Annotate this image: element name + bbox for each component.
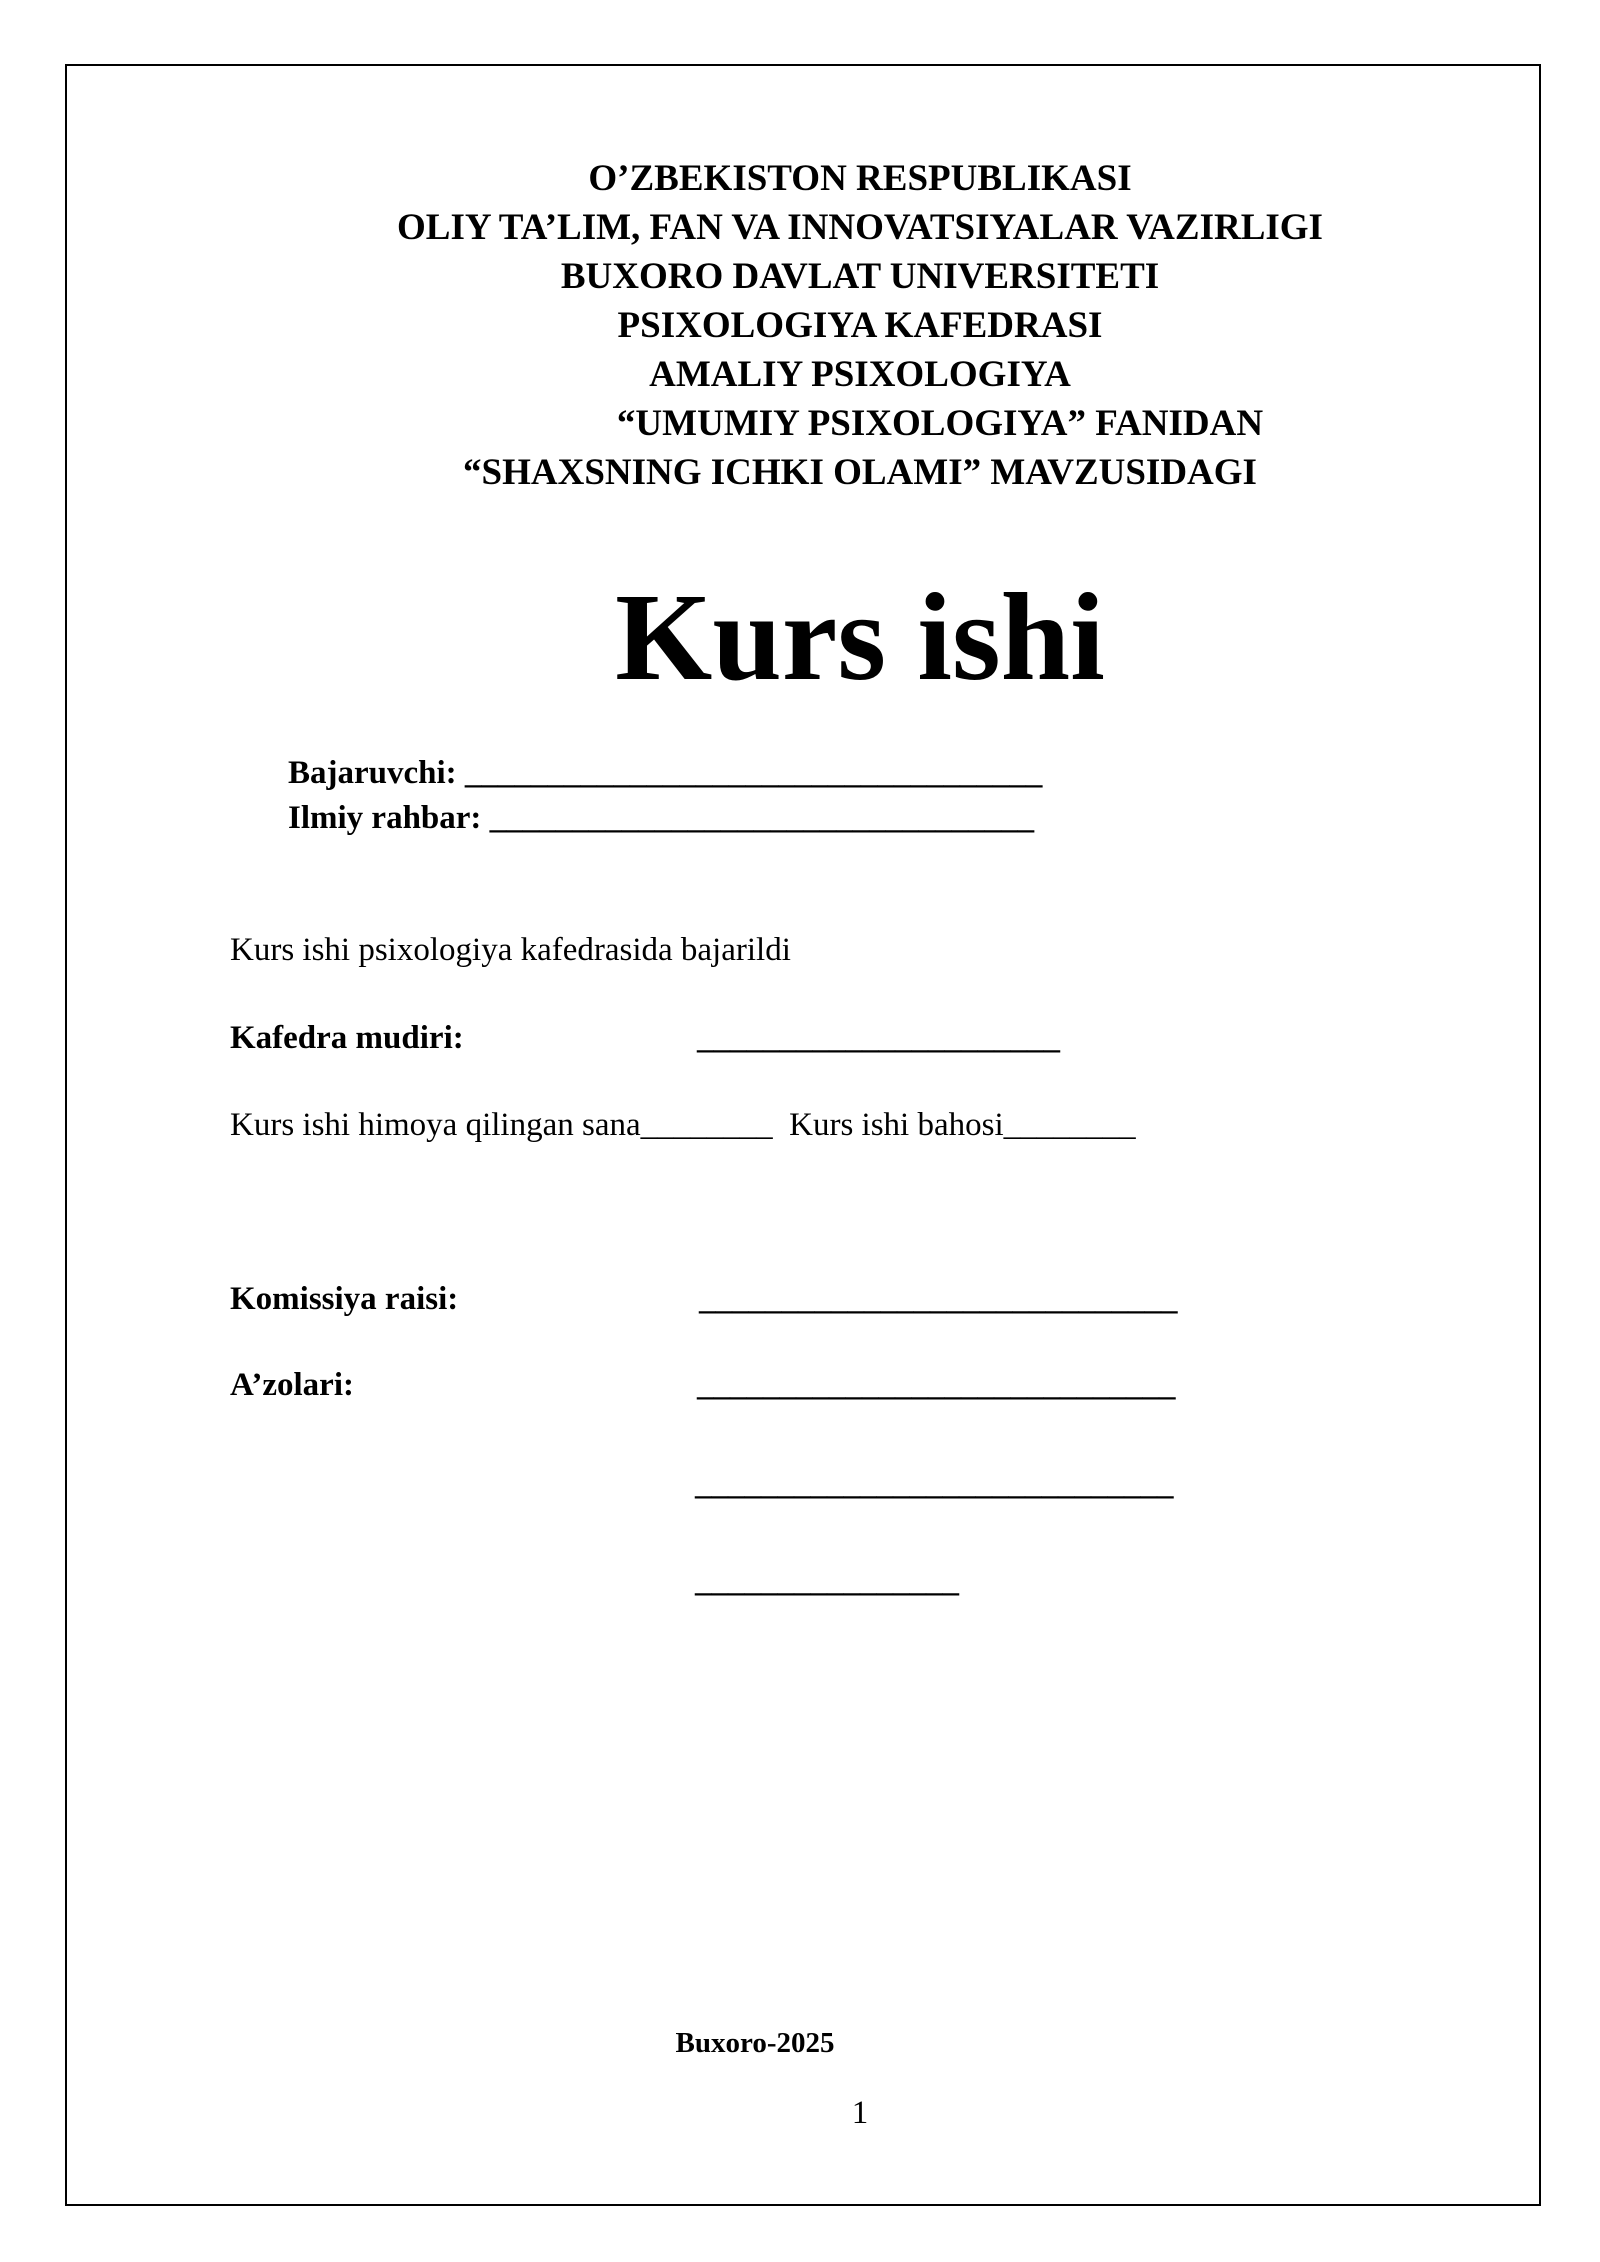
defense-date-blank: ________ <box>640 1107 773 1143</box>
supervisor-field <box>288 799 1034 837</box>
header-line-specialty: AMALIY PSIXOLOGIYA <box>649 354 1071 395</box>
defense-grade-label: Kurs ishi bahosi <box>789 1107 1004 1143</box>
department-head-blank: ______________________ <box>697 1020 1060 1056</box>
member-blank-1: _____________________________ <box>697 1367 1176 1403</box>
supervisor-blank: _________________________________ <box>489 800 1035 836</box>
page-number: 1 <box>851 2095 869 2131</box>
performer-field <box>288 754 1042 792</box>
commission-chair-label: Komissiya raisi: <box>230 1281 459 1317</box>
supervisor-label: Ilmiy rahbar: <box>288 800 482 836</box>
member-blank-3: ________________ <box>695 1563 959 1599</box>
city-year: Buxoro-2025 <box>675 2027 835 2059</box>
performer-label: Bajaruvchi: <box>288 755 457 791</box>
header-line-university: BUXORO DAVLAT UNIVERSITETI <box>560 256 1160 297</box>
header-line-department: PSIXOLOGIYA KAFEDRASI <box>617 305 1103 346</box>
completed-note: Kurs ishi psixologiya kafedrasida bajarildi <box>230 932 791 968</box>
department-head-label: Kafedra mudiri: <box>230 1020 464 1056</box>
performer-blank: ___________________________________ <box>464 755 1043 791</box>
member-blank-2: _____________________________ <box>695 1466 1174 1502</box>
header-line-subject: “UMUMIY PSIXOLOGIYA” FANIDAN <box>616 403 1264 444</box>
members-label: A’zolari: <box>230 1367 354 1403</box>
header-line-topic: “SHAXSNING ICHKI OLAMI” MAVZUSIDAGI <box>463 452 1257 493</box>
defense-line <box>230 1106 1136 1144</box>
commission-chair-blank: _____________________________ <box>699 1281 1178 1317</box>
header-line-ministry: OLIY TA’LIM, FAN VA INNOVATSIYALAR VAZIRLIGI <box>397 207 1323 248</box>
defense-grade-blank: ________ <box>1003 1107 1136 1143</box>
defense-date-label: Kurs ishi himoya qilingan sana <box>230 1107 641 1143</box>
document-title: Kurs ishi <box>615 569 1105 707</box>
header-line-country: O’ZBEKISTON RESPUBLIKASI <box>588 158 1132 199</box>
